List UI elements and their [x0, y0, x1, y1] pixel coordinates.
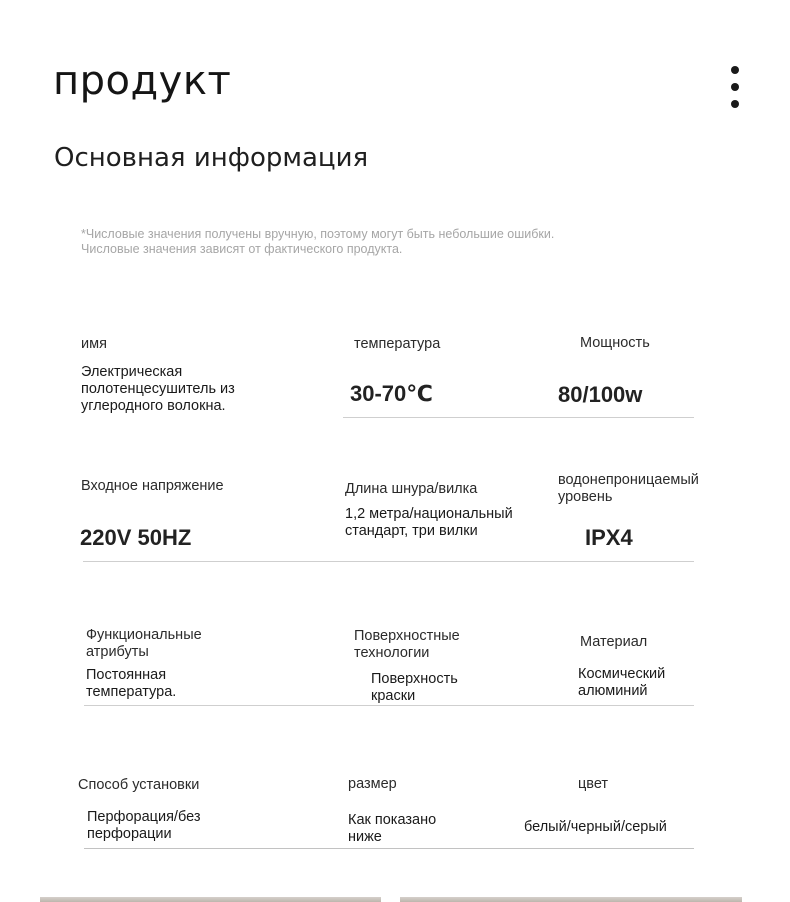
spec-value-material: Космический алюминий — [578, 666, 666, 699]
product-image-left — [40, 897, 381, 902]
spec-label-size: размер — [348, 776, 397, 792]
spec-value-color: белый/черный/серый — [524, 819, 667, 835]
row-divider — [83, 561, 694, 562]
spec-value-function: Постоянная температура. — [86, 667, 177, 700]
spec-label-temperature: температура — [354, 336, 441, 352]
spec-value-power: 80/100w — [558, 382, 643, 407]
spec-value-surface: Поверхность краски — [371, 671, 458, 704]
row-divider — [84, 705, 694, 706]
row-divider — [84, 848, 694, 849]
spec-label-voltage: Входное напряжение — [81, 478, 224, 494]
spec-value-temperature: 30-70℃ — [350, 381, 433, 406]
spec-label-cord: Длина шнура/вилка — [345, 481, 478, 497]
spec-label-installation: Способ установки — [78, 777, 200, 793]
spec-value-installation: Перфорация/без перфорации — [87, 809, 201, 842]
spec-value-size: Как показано ниже — [348, 812, 437, 845]
spec-label-material: Материал — [580, 634, 648, 650]
row-divider — [343, 417, 694, 418]
disclaimer-note: *Числовые значения получены вручную, поэтому могут быть небольшие ошибки. Числовые значения зависят от фактического продукта. — [81, 227, 555, 256]
section-title: Основная информация — [54, 143, 369, 173]
menu-dot — [731, 83, 739, 91]
menu-dot — [731, 100, 739, 108]
menu-dot — [731, 66, 739, 74]
spec-label-name: имя — [81, 336, 107, 352]
spec-label-color: цвет — [578, 776, 609, 792]
page-title: продукт — [53, 58, 232, 104]
spec-label-power: Мощность — [580, 335, 650, 351]
more-vertical-icon[interactable] — [724, 66, 746, 108]
spec-label-surface: Поверхностные технологии — [354, 628, 460, 661]
spec-label-function: Функциональные атрибуты — [86, 627, 202, 660]
spec-value-name: Электрическая полотенцесушитель из углеродного волокна. — [81, 364, 235, 414]
spec-value-cord: 1,2 метра/национальный стандарт, три вилки — [345, 506, 513, 539]
spec-value-voltage: 220V 50HZ — [80, 525, 192, 550]
spec-label-waterproof: водонепроницаемый уровень — [558, 472, 699, 505]
product-image-right — [400, 897, 742, 902]
spec-value-waterproof: IPX4 — [585, 525, 633, 550]
